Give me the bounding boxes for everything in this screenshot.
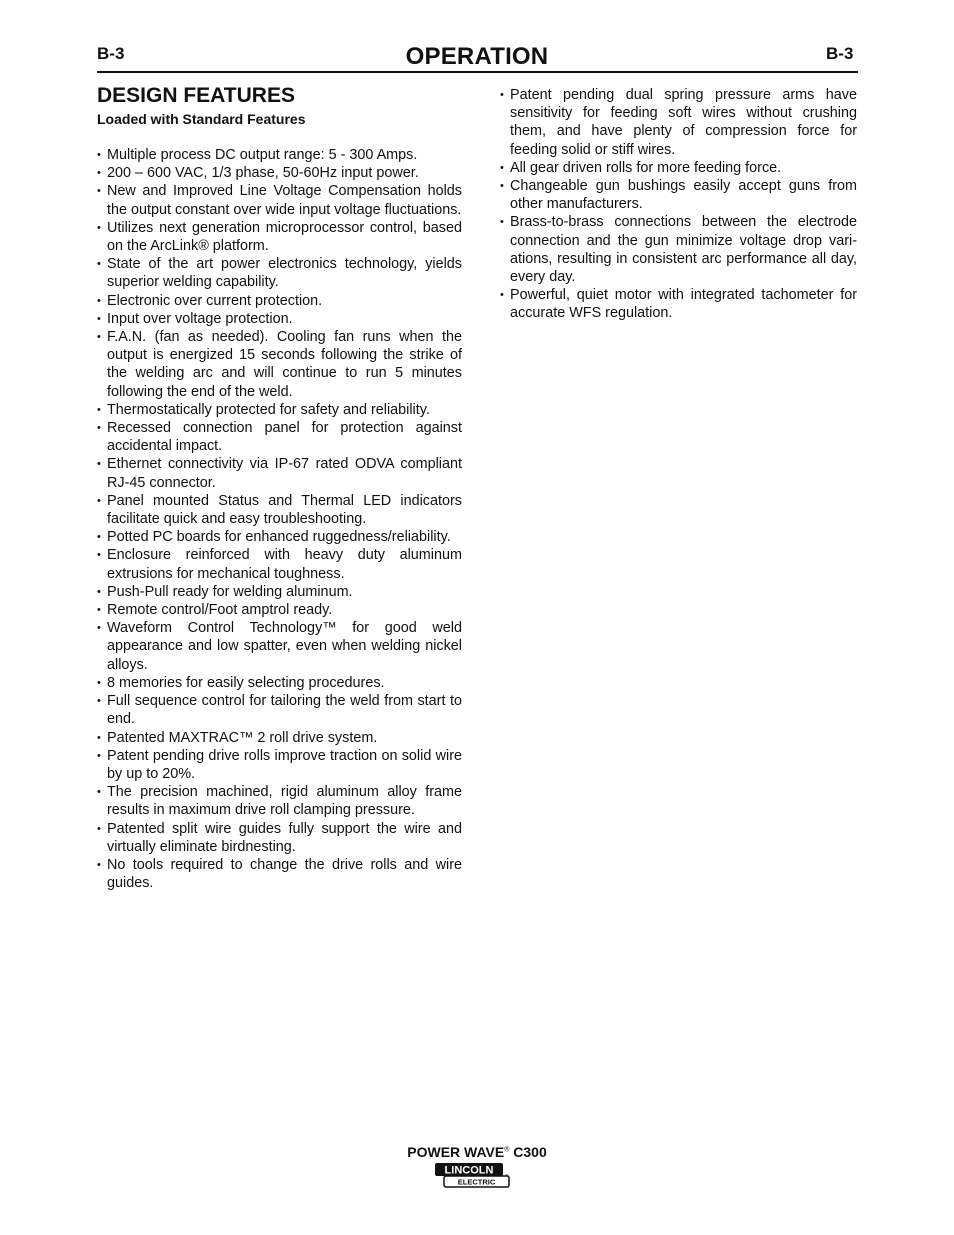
features-list-left	[97, 146, 462, 892]
lincoln-electric-logo	[434, 1162, 512, 1189]
feature-item: • Enclosure reinforced with heavy duty aluminum extrusions for mechanical toughness.	[97, 546, 462, 582]
feature-item: • Powerful, quiet motor with integrated tachometer for accurate WFS regulation.	[500, 286, 857, 322]
feature-item: • Patented MAXTRAC™ 2 roll drive system.	[97, 729, 462, 747]
product-model: C300	[513, 1144, 547, 1160]
section-title: DESIGN FEATURES	[97, 84, 295, 107]
feature-item: • Patent pending dual spring pressure arms have sensitivity for feeding soft wires without crushing them, and have plenty of compression force for feeding solid or stiff wires.	[500, 86, 857, 159]
page-title: OPERATION	[405, 43, 549, 70]
product-name: POWER WAVE	[407, 1144, 505, 1160]
feature-item: • Remote control/Foot amptrol ready.	[97, 601, 462, 619]
section-subtitle: Loaded with Standard Features	[97, 111, 306, 127]
feature-item: • All gear driven rolls for more feeding force.	[500, 159, 857, 177]
feature-item: • Thermostatically protected for safety and reliability.	[97, 401, 462, 419]
feature-item: • Multiple process DC output range: 5 - 300 Amps.	[97, 146, 462, 164]
features-list-right	[500, 86, 857, 323]
feature-item: • Panel mounted Status and Thermal LED indicators facilitate quick and easy troubleshooting.	[97, 492, 462, 528]
feature-item: • Patented split wire guides fully support the wire and virtually eliminate birdnesting.	[97, 820, 462, 856]
feature-item: • New and Improved Line Voltage Compensation holds the output constant over wide input voltage fluctuations.	[97, 182, 462, 218]
feature-item: • Waveform Control Technology™ for good weld appearance and low spatter, even when welding nickel alloys.	[97, 619, 462, 674]
page-ref-left: B-3	[97, 44, 125, 63]
registered-mark: ®	[504, 1146, 510, 1154]
feature-item: • The precision machined, rigid aluminum alloy frame results in maximum drive roll clamping pressure.	[97, 783, 462, 819]
feature-item: • Utilizes next generation microprocessor control, based on the ArcLink® platform.	[97, 219, 462, 255]
feature-item: • Changeable gun bushings easily accept guns from other manufacturers.	[500, 177, 857, 213]
footer-product-name	[0, 1144, 954, 1160]
feature-item: • F.A.N. (fan as needed). Cooling fan runs when the output is energized 15 seconds following the strike of the welding arc and will continue to run 5 minutes following the end of the weld.	[97, 328, 462, 401]
feature-item: • Input over voltage protection.	[97, 310, 462, 328]
feature-item: • Brass-to-brass connections between the electrode connection and the gun minimize voltage drop variations, resulting in consistent arc performance all day, every day.	[500, 213, 857, 286]
feature-item: • State of the art power electronics technology, yields superior welding capability.	[97, 255, 462, 291]
feature-item: • Electronic over current protection.	[97, 292, 462, 310]
feature-item: • No tools required to change the drive rolls and wire guides.	[97, 856, 462, 892]
logo-text-top: LINCOLN	[444, 1164, 494, 1177]
header-rule	[97, 71, 858, 73]
feature-item: • Potted PC boards for enhanced ruggedness/reliability.	[97, 528, 462, 546]
feature-item: • Patent pending drive rolls improve traction on solid wire by up to 20%.	[97, 747, 462, 783]
feature-item: • Full sequence control for tailoring the weld from start to end.	[97, 692, 462, 728]
feature-item: • Push-Pull ready for welding aluminum.	[97, 583, 462, 601]
feature-item: • Recessed connection panel for protection against accidental impact.	[97, 419, 462, 455]
feature-item: • 8 memories for easily selecting procedures.	[97, 674, 462, 692]
feature-item: • Ethernet connectivity via IP-67 rated ODVA compliant RJ-45 connector.	[97, 455, 462, 491]
feature-item: • 200 – 600 VAC, 1/3 phase, 50-60Hz input power.	[97, 164, 462, 182]
page-ref-right: B-3	[826, 44, 854, 63]
logo-text-bottom: ELECTRIC	[457, 1177, 496, 1187]
